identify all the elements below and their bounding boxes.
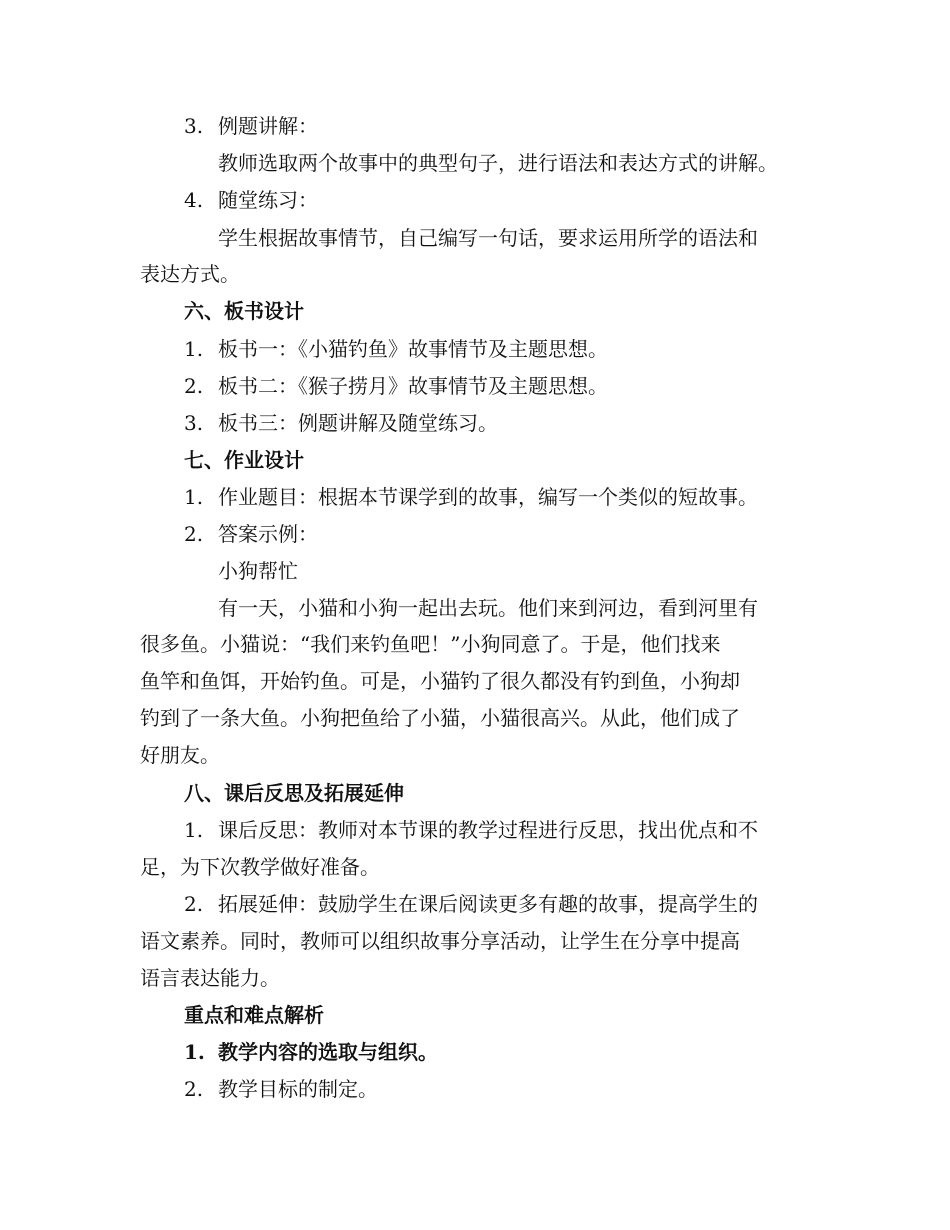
list-item bbox=[184, 1074, 378, 1104]
story-paragraph: 很多鱼。小猫说：“我们来钓鱼吧！”小狗同意了。于是，他们找来 bbox=[140, 632, 721, 656]
list-item bbox=[184, 889, 758, 919]
list-item bbox=[184, 519, 318, 549]
list-number: 3. bbox=[184, 114, 204, 138]
paragraph: 教师选取两个故事中的典型句子，进行语法和表达方式的讲解。 bbox=[218, 151, 778, 175]
story-paragraph: 有一天，小猫和小狗一起出去玩。他们来到河边，看到河里有 bbox=[218, 596, 758, 620]
list-item bbox=[184, 815, 758, 845]
paragraph: 表达方式。 bbox=[140, 262, 240, 286]
list-text: 教学内容的选取与组织。 bbox=[218, 1040, 438, 1064]
list-item-example-explanation bbox=[184, 111, 318, 141]
story-paragraph: 好朋友。 bbox=[140, 743, 220, 767]
section-heading-board-design: 六、板书设计 bbox=[184, 299, 304, 323]
section-heading-reflection: 八、课后反思及拓展延伸 bbox=[184, 781, 404, 805]
list-text: 作业题目：根据本节课学到的故事，编写一个类似的短故事。 bbox=[218, 485, 758, 509]
paragraph: 语文素养。同时，教师可以组织故事分享活动，让学生在分享中提高 bbox=[140, 929, 740, 953]
list-text: 课后反思：教师对本节课的教学过程进行反思，找出优点和不 bbox=[218, 818, 758, 842]
paragraph: 学生根据故事情节，自己编写一句话，要求运用所学的语法和 bbox=[218, 226, 758, 250]
list-number: 2. bbox=[184, 892, 204, 916]
paragraph: 足，为下次教学做好准备。 bbox=[140, 855, 380, 879]
list-text: 板书三：例题讲解及随堂练习。 bbox=[218, 411, 498, 435]
list-item bbox=[184, 371, 608, 401]
list-number: 2. bbox=[184, 374, 204, 398]
list-item-class-practice bbox=[184, 185, 318, 215]
story-title: 小狗帮忙 bbox=[218, 559, 298, 583]
list-number: 1. bbox=[184, 818, 204, 842]
list-text: 拓展延伸：鼓励学生在课后阅读更多有趣的故事，提高学生的 bbox=[218, 892, 758, 916]
list-text: 答案示例： bbox=[218, 522, 318, 546]
list-item bbox=[184, 482, 758, 512]
section-heading-key-points: 重点和难点解析 bbox=[184, 1003, 324, 1027]
list-text: 随堂练习： bbox=[218, 188, 318, 212]
list-text: 例题讲解： bbox=[218, 114, 318, 138]
list-number: 2. bbox=[184, 1077, 204, 1101]
paragraph: 语言表达能力。 bbox=[140, 966, 280, 990]
list-item bbox=[184, 334, 608, 364]
list-text: 板书二：《猴子捞月》故事情节及主题思想。 bbox=[218, 374, 608, 398]
section-heading-homework: 七、作业设计 bbox=[184, 448, 304, 472]
list-number: 1. bbox=[184, 485, 204, 509]
story-paragraph: 钓到了一条大鱼。小狗把鱼给了小猫，小猫很高兴。从此，他们成了 bbox=[140, 706, 740, 730]
list-number: 3. bbox=[184, 411, 204, 435]
list-number: 2. bbox=[184, 522, 204, 546]
list-number: 1. bbox=[184, 337, 204, 361]
story-paragraph: 鱼竿和鱼饵，开始钓鱼。可是，小猫钓了很久都没有钓到鱼，小狗却 bbox=[140, 669, 740, 693]
list-item bbox=[184, 1037, 438, 1067]
list-number: 1. bbox=[184, 1040, 205, 1064]
list-number: 4. bbox=[184, 188, 204, 212]
list-item bbox=[184, 408, 498, 438]
list-text: 教学目标的制定。 bbox=[218, 1077, 378, 1101]
list-text: 板书一：《小猫钓鱼》故事情节及主题思想。 bbox=[218, 337, 608, 361]
